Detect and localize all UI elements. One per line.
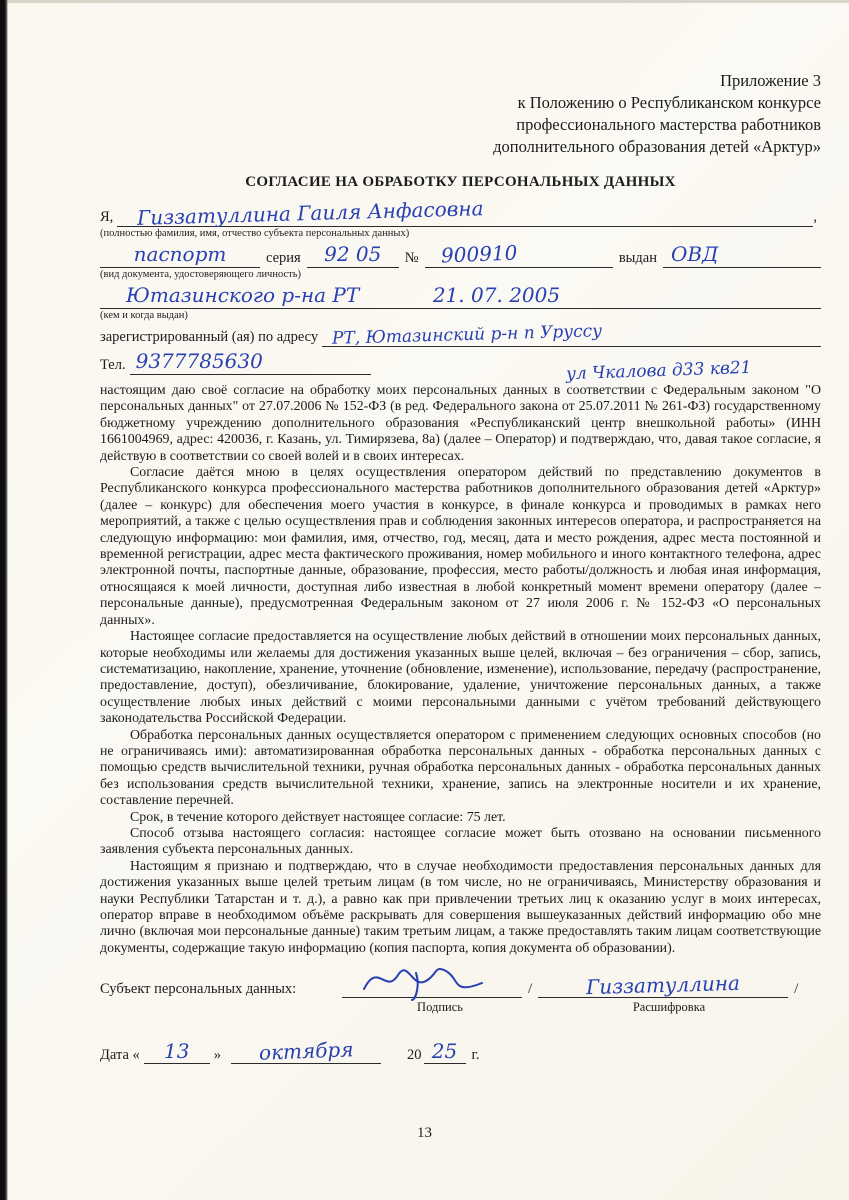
document-row [100,240,821,268]
address-line2-handwriting: ул Чкалова д33 кв21 [565,357,752,385]
signature-section [100,971,821,1015]
appendix-line: к Положению о Республиканском конкурсе [517,93,821,112]
appendix-line: профессионального мастерства работников [516,115,821,134]
date-year-handwriting: 25 [431,1039,458,1064]
date-day-handwriting: 13 [164,1039,190,1064]
address-row [100,321,821,349]
slash-separator: / [794,981,799,998]
issuer-handwriting: Ютазинского р-на РТ [126,283,360,307]
sign-caption: Подпись [417,1000,463,1015]
series-field [307,244,399,268]
scan-left-edge [0,0,8,1200]
number-label: № [404,250,419,266]
signature-captions [100,1000,821,1015]
date-month-field [231,1037,381,1066]
consent-paragraph: Срок, в течение которого действует настоящее согласие: 75 лет. [130,809,506,825]
address-label: зарегистрированный (ая) по адресу [100,329,319,345]
appendix-line: дополнительного образования детей «Арктур» [493,137,821,156]
phone-label: Тел. [100,357,126,373]
consent-paragraph: Настоящее согласие предоставляется на осуществление любых действий в отношении моих персональных данных, которые необходимы или желаемы для достижения указанных выше целей, включая – без ограничения – сбор, запись, систематизацию, накопление, хранение, уточнение (обновление, изменение), использование, передачу (распространение, предоставление, доступ), обезличивание, блокирование, удаление, уничтожение персональных данных, а также осуществление любых иных действий с моими персональными данными с учётом требований действующего законодательства Российской Федерации. [100,629,821,727]
issuer-field [100,285,821,309]
signature-row [100,971,821,1000]
i-label: Я, [100,209,114,225]
date-day-field [144,1041,210,1064]
fio-field [117,196,813,230]
series-label: серия [266,250,301,266]
slash-separator: / [528,981,533,998]
phone-handwriting: 9377785630 [135,349,263,373]
issued-by-field [663,244,821,268]
consent-paragraph: Настоящим я признаю и подтверждаю, что в случае необходимости предоставления персональных данных для достижения указанных выше целей третьим лицам (в том числе, но не ограничиваясь, Министерству образования и науки Республики Татарстан и т. д.), а равно как при привлечении третьих лиц к оказанию услуг в моих интересах, оператор вправе в необходимом объёме раскрывать для совершения вышеуказанных действий информацию обо мне лично (включая мои персональные данные) таким третьим лицам, а также предоставлять таким лицам соответствующие документы, содержащие такую информацию (копия паспорта, копия документа об образовании). [100,858,821,956]
doc-type-caption: (вид документа, удостоверяющего личность) [100,269,302,280]
issuer-caption: (кем и когда выдан) [100,310,188,321]
number-field [425,240,613,268]
date-label: Дата « [100,1047,140,1064]
fio-handwriting: Гиззатуллина Гаиля Анфасовна [137,196,485,230]
date-section [100,1037,821,1066]
signature-stroke [356,959,506,1001]
date-year-suffix: г. [471,1047,480,1064]
fio-caption: (полностью фамилия, имя, отчество субъекта персональных данных) [100,228,410,239]
consent-paragraph: Способ отзыва настоящего согласия: настоящее согласие может быть отозвано на основании письменного заявления субъекта персональных данных. [100,825,821,858]
signature-name-handwriting: Гиззатуллина [585,971,741,1000]
decode-caption: Расшифровка [632,1000,706,1015]
issue-date-handwriting: 21. 07. 2005 [432,283,561,307]
doc-type-handwriting: паспорт [133,242,227,266]
consent-paragraph: настоящим даю своё согласие на обработку моих персональных данных в соответствии с Федеральным законом "О персональных данных" от 27.07.2006 № 152-ФЗ (в ред. Федерального закона от 25.07.2011 № 261-ФЗ) государственному бюджетному учреждению дополнительного образования «Республиканский центр внешкольной работы» (ИНН 1661004969, адрес: 420036, г. Казань, ул. Тимирязева, 8а) (далее – Оператор) и подтверждаю, что, давая такое согласие, я действую в соответствии со своей волей и в своих интересах. [100,383,821,464]
consent-body [100,383,821,957]
date-close-quote: » [213,1047,222,1064]
appendix-header [100,70,821,158]
fio-comma: , [813,209,817,225]
scan-top-edge [0,0,849,3]
consent-paragraph: Обработка персональных данных осуществляется оператором с применением следующих основных способов (но не ограничиваясь ими): автоматизированная обработка персональных данных - обработка персональных данных с помощью средств вычислительной техники, ручная обработка персональных данных - обработка персональных данных без использования средств вычислительной техники, хранение, запись на электронные носители и их хранение, составление перечней. [100,727,821,809]
issuer-row [100,285,821,309]
page-title: СОГЛАСИЕ НА ОБРАБОТКУ ПЕРСОНАЛЬНЫХ ДАННЫХ [245,174,676,190]
registration-address-field [322,321,821,349]
signature-name-field [538,971,788,1000]
fio-row [100,196,821,230]
date-year-prefix: 20 [407,1047,422,1064]
signature-field [342,975,522,998]
page-number: 13 [417,1125,432,1141]
phone-row [100,349,821,385]
consent-paragraph: Согласие даётся мною в целях осуществления оператором действий по представлению документов в Республиканского конкурса профессионального мастерства работников дополнительного образования детей «Арктур» (далее – конкурс) для обеспечения моего участия в конкурсе, в финале конкурса и проводимых в рамках него мероприятий, а также с целью осуществления прав и соблюдения законных интересов оператора, и распространяется на следующую информацию: мои фамилия, имя, отчество, год, месяц, дата и место рождения, адрес места постоянной и временной регистрации, адрес места фактического проживания, номер мобильного и иного контактного телефона, адрес электронной почты, паспортные данные, образование, профессия, место работы/должность и любая иная информация, относящаяся к моей личности, доступная либо известная в любой конкретный момент времени оператору (далее – персональные данные), предусмотренная Федеральным законом от 27 июля 2006 г. № 152-ФЗ «О персональных данных». [100,465,821,628]
issued-label: выдан [618,250,657,266]
subject-label: Субъект персональных данных: [100,981,297,998]
series-handwriting: 92 05 [324,242,382,266]
doc-type-field [100,244,260,268]
appendix-line: Приложение 3 [720,71,821,90]
phone-field [130,351,371,375]
address-handwriting: РТ, Ютазинский р-н п Уруссу [331,321,603,349]
number-handwriting: 900910 [440,240,518,268]
date-month-handwriting: октября [258,1037,354,1066]
date-year-field [424,1041,466,1064]
issued-by-handwriting: ОВД [671,242,719,266]
